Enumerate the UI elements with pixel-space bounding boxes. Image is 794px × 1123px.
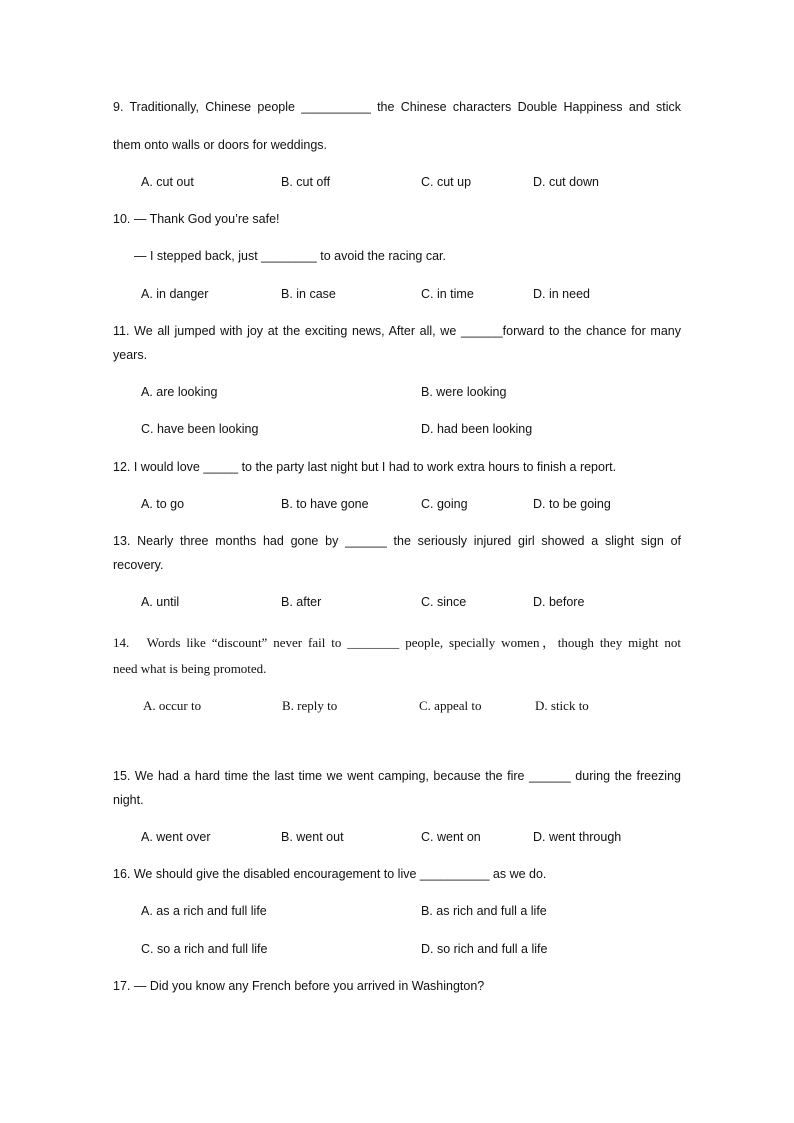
question-15-option-a: A. went over: [141, 830, 211, 844]
question-11-option-b: B. were looking: [421, 385, 507, 399]
question-10-stem: 10. — Thank God you’re safe!: [113, 212, 280, 226]
question-11-option-c: C. have been looking: [141, 422, 259, 436]
question-9-option-a: A. cut out: [141, 175, 194, 189]
question-16-option-d: D. so rich and full a life: [421, 942, 548, 956]
question-17-stem: 17. — Did you know any French before you arrived in Washington?: [113, 979, 485, 993]
question-9-stem-cont: them onto walls or doors for weddings.: [113, 138, 327, 152]
question-13-option-b: B. after: [281, 595, 322, 609]
question-16-option-a: A. as a rich and full life: [141, 904, 267, 918]
question-9-option-d: D. cut down: [533, 175, 600, 189]
question-10-option-d: D. in need: [533, 287, 590, 301]
question-14-option-c: C. appeal to: [419, 698, 482, 713]
question-14-option-a: A. occur to: [143, 698, 202, 713]
question-12-option-b: B. to have gone: [281, 497, 369, 511]
question-13-option-a: A. until: [141, 595, 180, 609]
question-10-option-a: A. in danger: [141, 287, 209, 301]
question-10-option-b: B. in case: [281, 287, 336, 301]
question-12-stem: 12. I would love _____ to the party last night but I had to work extra hours to finish a report.: [113, 460, 617, 474]
question-14-stem-cont: need what is being promoted.: [113, 661, 267, 676]
question-15-option-c: C. went on: [421, 830, 481, 844]
question-12-option-a: A. to go: [141, 497, 185, 511]
question-11-stem: 11. We all jumped with joy at the exciting news, After all, we ______forward to the chance for many: [113, 324, 681, 338]
question-15-stem-cont: night.: [113, 793, 144, 807]
question-12-option-c: C. going: [421, 497, 468, 511]
question-16-option-b: B. as rich and full a life: [421, 904, 547, 918]
question-11-stem-cont: years.: [113, 348, 148, 362]
question-9-option-c: C. cut up: [421, 175, 472, 189]
question-10-option-c: C. in time: [421, 287, 474, 301]
question-14-option-d: D. stick to: [535, 698, 589, 713]
question-13-stem-cont: recovery.: [113, 558, 164, 572]
question-15-stem: 15. We had a hard time the last time we went camping, because the fire ______ during the freezing: [113, 769, 681, 783]
question-11-option-a: A. are looking: [141, 385, 218, 399]
question-15-option-b: B. went out: [281, 830, 344, 844]
question-12-option-d: D. to be going: [533, 497, 611, 511]
question-10-reply: — I stepped back, just ________ to avoid the racing car.: [134, 249, 447, 263]
question-15-option-d: D. went through: [533, 830, 622, 844]
question-11-option-d: D. had been looking: [421, 422, 533, 436]
question-9-stem: 9. Traditionally, Chinese people __________ the Chinese characters Double Happiness and stick: [113, 100, 681, 114]
question-16-option-c: C. so a rich and full life: [141, 942, 268, 956]
question-13-option-d: D. before: [533, 595, 585, 609]
question-13-option-c: C. since: [421, 595, 467, 609]
question-16-stem: 16. We should give the disabled encouragement to live __________ as we do.: [113, 867, 547, 881]
question-13-stem: 13. Nearly three months had gone by ______ the seriously injured girl showed a slight sign of: [113, 534, 681, 548]
question-14-option-b: B. reply to: [282, 698, 338, 713]
question-14-stem: 14. Words like “discount” never fail to ________ people, specially women，though they might not: [113, 635, 681, 650]
question-9-option-b: B. cut off: [281, 175, 331, 189]
